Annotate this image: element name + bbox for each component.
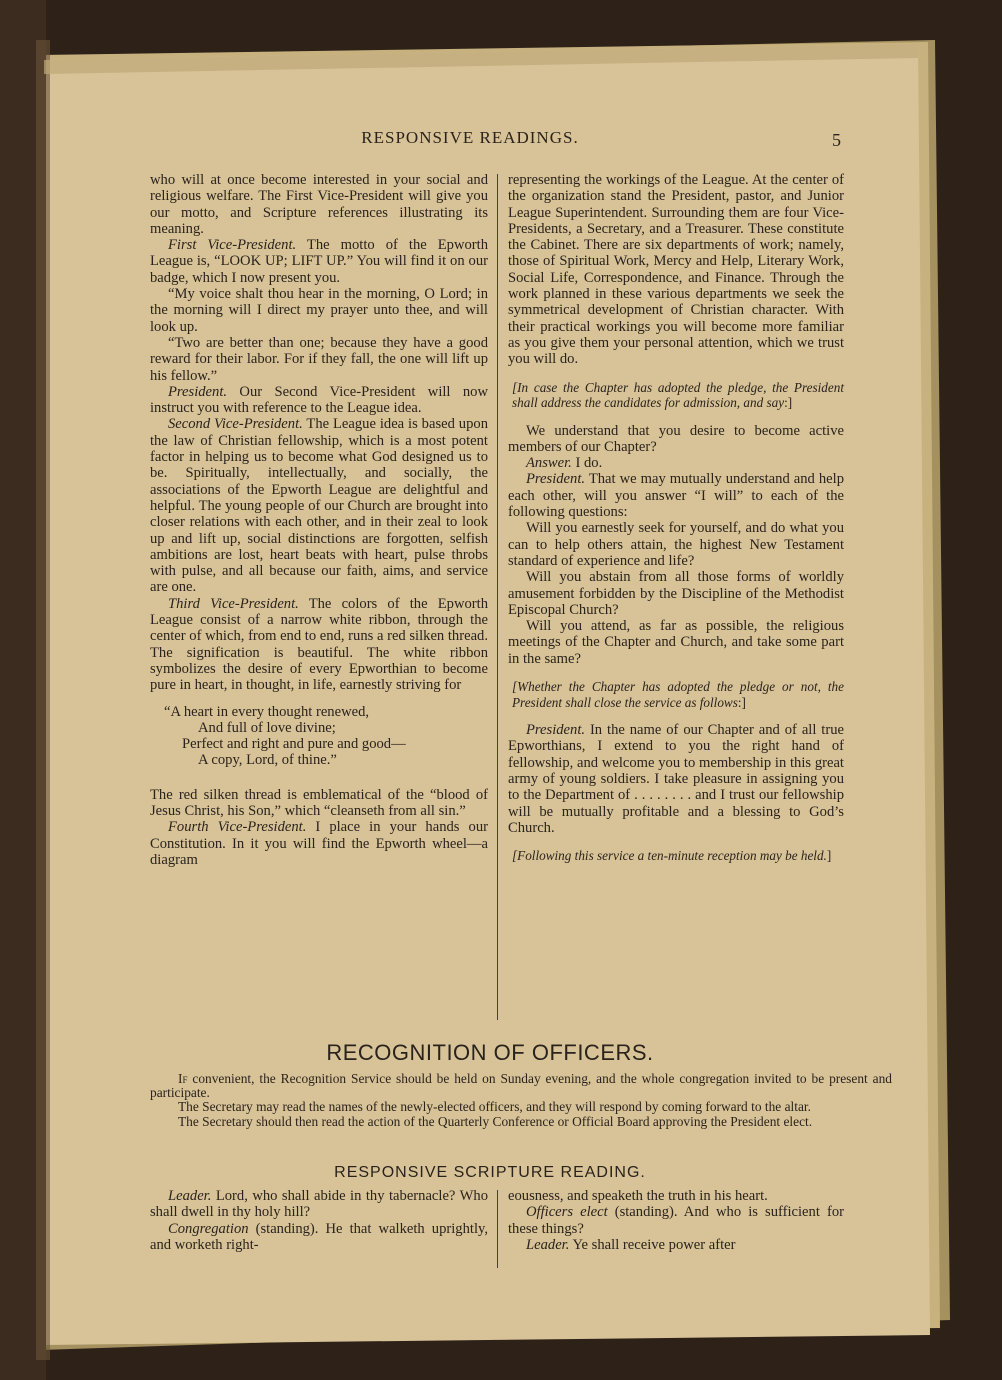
instruction-paragraph: The Secretary may read the names of the newly-elected officers, and they will respond by coming forward to the altar. xyxy=(178,1099,811,1115)
speech-text: Lord, who shall abide in thy tabernacle? Who shall dwell in thy holy hill? xyxy=(150,1188,488,1221)
speech-text: That we may mutually understand and help each other, will you answer “I will” to each of the following questions: xyxy=(508,471,844,521)
scripture-paragraph xyxy=(508,1204,844,1237)
left-paragraph-5 xyxy=(150,384,488,417)
running-head: RESPONSIVE READINGS. xyxy=(361,128,579,147)
lead-word: If xyxy=(178,1071,188,1086)
speech-text: The colors of the Epworth League consist of a narrow white ribbon, through the center of which, from end to end, runs a red silken thread. The signification is beautiful. The white ribbon symbolizes the desire of every Epworthian to become pure in heart, in thought, in life, earnestly striving for xyxy=(150,595,488,694)
left-paragraph-2 xyxy=(150,237,488,286)
left-paragraph-7 xyxy=(150,596,488,694)
speech-text: Our Second Vice-President will now instruct you with reference to the League idea. xyxy=(150,383,488,417)
speaker-label: President. xyxy=(168,383,228,400)
right-paragraph-5: Will you earnestly seek for yourself, and do what you can to help others attain, the highest New Testament standard of experience and life? xyxy=(508,520,844,569)
left-paragraph-4: “Two are better than one; because they have a good reward for their labor. For if they fall, the one will lift up his fellow.” xyxy=(150,334,488,384)
speaker-label: Leader. xyxy=(168,1188,212,1204)
speaker-label: Second Vice-President. xyxy=(168,416,303,433)
rubric-text: In case the Chapter has adopted the pledge, the President shall address the candidates for admission, and say xyxy=(512,379,844,411)
speech-text: I place in your hands our Constitution. In it you will find the Epworth wheel—a diagram xyxy=(150,819,488,868)
rubric-note: [In case the Chapter has adopted the pledge, the President shall address the candidates for admission, and say:] xyxy=(512,379,844,411)
speech-text: Ye shall receive power after xyxy=(569,1236,736,1253)
left-paragraph-6 xyxy=(150,416,488,595)
right-paragraph-7: Will you attend, as far as possible, the religious meetings of the Chapter and Church, and take some part in the same? xyxy=(508,618,844,667)
poem-line: And full of love divine; xyxy=(198,719,336,736)
rubric-text: Whether the Chapter has adopted the pledge or not, the President shall close the service as follows xyxy=(512,679,844,710)
speech-text: (standing). And who is sufficient for these things? xyxy=(508,1204,844,1237)
poem-line: “A heart in every thought renewed, xyxy=(164,703,370,720)
instruction-text: convenient, the Recognition Service should be held on Sunday evening, and the whole congregation invited to be present and participate. xyxy=(150,1071,892,1101)
speech-text: In the name of our Chapter and of all true Epworthians, I extend to you the right hand of fellowship, and welcome you to membership in this great army of young soldiers. I take pleasure in assigning you to the Department of . . . . . . . . and I trust our fellowship will be mutually profitable and a blessing to God’s Church. xyxy=(508,722,844,836)
book-page xyxy=(50,60,930,1320)
rubric-end: :] xyxy=(737,694,746,710)
right-paragraph-3 xyxy=(508,455,844,471)
right-paragraph-4 xyxy=(508,471,844,520)
right-paragraph-1: representing the workings of the League. At the center of the organization stand the President, pastor, and Junior League Superintendent. Surrounding them are four Vice-Presidents, a Secretary, and a Treasurer. These constitute the Cabinet. There are six departments of work; namely, those of Spiritual Work, Mercy and Help, Literary Work, Social Life, Correspondence, and Finance. Through the work planned in these various departments we seek the symmetrical development of Christian character. With their practical workings you will become more familiar as you give them your personal attention, which we trust you will do. xyxy=(508,172,844,368)
speaker-label: First Vice-President. xyxy=(168,237,297,254)
left-column xyxy=(150,172,488,868)
speaker-label: Fourth Vice-President. xyxy=(168,819,307,836)
rubric-note: [Following this service a ten-minute reception may be held.] xyxy=(512,848,832,864)
speaker-label: Congregation xyxy=(168,1220,249,1237)
instruction-paragraph xyxy=(150,1072,892,1100)
page-number: 5 xyxy=(832,130,841,150)
speech-text: (standing). He that walketh uprightly, and worketh right- xyxy=(150,1220,488,1253)
speech-text: The motto of the Epworth League is, “LOOK UP; LIFT UP.” You will find it on our badge, which I now present you. xyxy=(150,237,488,286)
rubric-note: [Whether the Chapter has adopted the pledge or not, the President shall close the service as follows:] xyxy=(512,679,844,710)
speaker-label: Answer. xyxy=(526,455,572,472)
scripture-paragraph xyxy=(150,1221,488,1254)
scripture-paragraph xyxy=(508,1237,844,1253)
left-paragraph-3: “My voice shalt thou hear in the morning, O Lord; in the morning will I direct my prayer unto thee, and will look up. xyxy=(150,286,488,335)
left-paragraph-9 xyxy=(150,819,488,868)
recognition-instructions xyxy=(150,1072,892,1129)
right-column xyxy=(508,172,844,876)
column-divider xyxy=(497,174,498,1020)
scripture-right-column xyxy=(508,1188,844,1253)
instruction-paragraph: The Secretary should then read the action of the Quarterly Conference or Official Board approving the President elect. xyxy=(178,1113,813,1129)
scripture-left-column xyxy=(150,1188,488,1253)
poem-line: Perfect and right and pure and good— xyxy=(182,736,406,753)
speaker-label: Leader. xyxy=(526,1236,570,1253)
speaker-label: Officers elect xyxy=(526,1204,608,1221)
right-paragraph-2: We understand that you desire to become active members of our Chapter? xyxy=(508,422,844,455)
speech-text: The League idea is based upon the law of Christian fellowship, which is a most potent factor in helping us to become what God designed us to be. Spiritually, intellectually, and socially, the associations of the Epworth League are delightful and helpful. The young people of our Church are brought into closer relations with each other, and in their zeal to look up and lift up, social distinctions are forgotten, selfish ambitions are lost, heart beats with heart, pulse throbs with pulse, and all because our faith, aims, and service are one. xyxy=(150,416,488,596)
speech-text: I do. xyxy=(571,455,603,472)
column-divider xyxy=(497,1190,498,1268)
rubric-end: ] xyxy=(826,848,832,864)
section-title-scripture: RESPONSIVE SCRIPTURE READING. xyxy=(334,1164,646,1181)
right-paragraph-6: Will you abstain from all those forms of worldly amusement forbidden by the Discipline of the Methodist Episcopal Church? xyxy=(508,569,844,618)
rubric-text: Following this service a ten-minute reception may be held. xyxy=(517,848,827,864)
left-paragraph-1: who will at once become interested in your social and religious welfare. The First Vice-President will give you our motto, and Scripture references illustrating its meaning. xyxy=(150,172,488,237)
speaker-label: Third Vice-President. xyxy=(168,595,299,612)
scripture-paragraph xyxy=(150,1188,488,1221)
hymn-stanza xyxy=(150,704,488,769)
rubric-end: :] xyxy=(784,395,793,411)
right-paragraph-8 xyxy=(508,722,844,836)
poem-line: A copy, Lord, of thine.” xyxy=(198,752,337,769)
section-title-recognition: RECOGNITION OF OFFICERS. xyxy=(326,1040,654,1065)
scripture-paragraph: eousness, and speaketh the truth in his heart. xyxy=(508,1188,768,1204)
left-paragraph-8: The red silken thread is emblematical of the “blood of Jesus Christ, his Son,” which “cleanseth from all sin.” xyxy=(150,786,488,819)
speaker-label: President. xyxy=(526,722,586,739)
speaker-label: President. xyxy=(526,471,586,488)
